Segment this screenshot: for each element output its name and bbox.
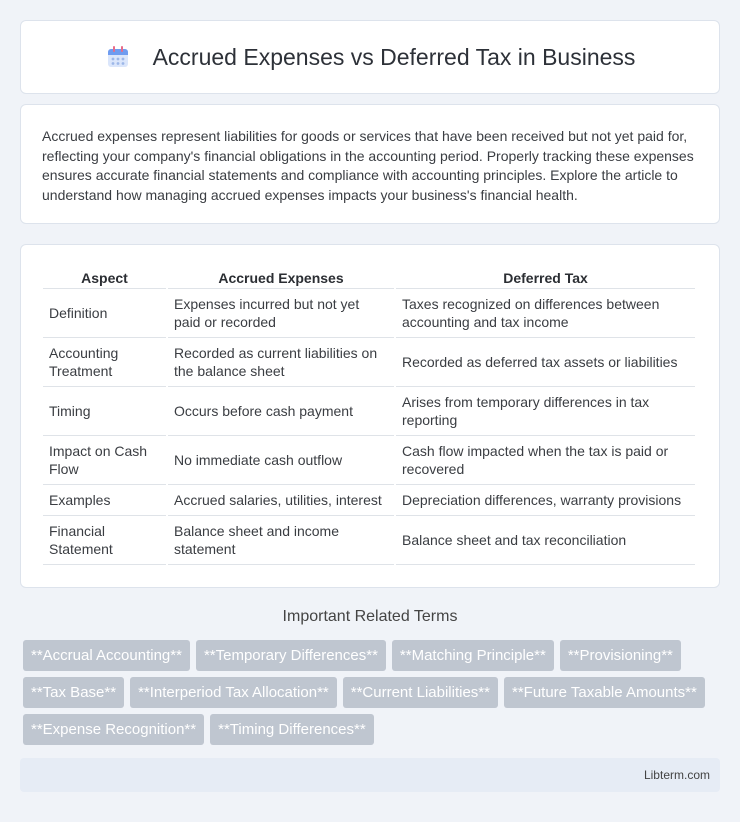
table-row xyxy=(43,289,695,338)
table-row xyxy=(43,436,695,485)
table-cell: Recorded as deferred tax assets or liabilities xyxy=(396,338,695,387)
table-row xyxy=(43,516,695,565)
tag-tax-base[interactable]: **Tax Base** xyxy=(23,677,124,708)
related-terms-tags xyxy=(23,640,723,751)
table-cell: Arises from temporary differences in tax reporting xyxy=(396,387,695,436)
column-header-accrued-expenses: Accrued Expenses xyxy=(168,265,394,289)
column-header-aspect: Aspect xyxy=(43,265,166,289)
table-cell: No immediate cash outflow xyxy=(168,436,394,485)
table-cell: Taxes recognized on differences between accounting and tax income xyxy=(396,289,695,338)
tag-accrual-accounting[interactable]: **Accrual Accounting** xyxy=(23,640,190,671)
intro-text: Accrued expenses represent liabilities for goods or services that have been received but not yet paid for, reflecting your company's financial obligations in the accounting period. Properly tracking these expenses ensures accurate financial statements and compliance with accounting principles. Explore the article to understand how managing accrued expenses impacts your business's financial health. xyxy=(42,128,694,203)
table-cell: Balance sheet and income statement xyxy=(168,516,394,565)
tag-temporary-differences[interactable]: **Temporary Differences** xyxy=(196,640,386,671)
table-cell: Cash flow impacted when the tax is paid or recovered xyxy=(396,436,695,485)
table-cell: Examples xyxy=(43,485,166,516)
table-cell: Timing xyxy=(43,387,166,436)
tag-matching-principle[interactable]: **Matching Principle** xyxy=(392,640,554,671)
table-cell: Definition xyxy=(43,289,166,338)
table-row xyxy=(43,338,695,387)
comparison-table xyxy=(41,265,697,565)
table-row xyxy=(43,387,695,436)
tag-current-liabilities[interactable]: **Current Liabilities** xyxy=(343,677,498,708)
footer-site-link[interactable]: Libterm.com xyxy=(643,768,710,782)
table-cell: Accounting Treatment xyxy=(43,338,166,387)
tag-interperiod-tax-allocation[interactable]: **Interperiod Tax Allocation** xyxy=(130,677,337,708)
header-card xyxy=(20,20,720,94)
footer xyxy=(20,758,720,792)
column-header-deferred-tax: Deferred Tax xyxy=(396,265,695,289)
table-cell: Depreciation differences, warranty provisions xyxy=(396,485,695,516)
table-cell: Accrued salaries, utilities, interest xyxy=(168,485,394,516)
tag-future-taxable-amounts[interactable]: **Future Taxable Amounts** xyxy=(504,677,705,708)
calendar-icon xyxy=(105,44,131,70)
tag-expense-recognition[interactable]: **Expense Recognition** xyxy=(23,714,204,745)
table-cell: Impact on Cash Flow xyxy=(43,436,166,485)
table-header-row xyxy=(43,265,695,289)
table-cell: Balance sheet and tax reconciliation xyxy=(396,516,695,565)
page-title: Accrued Expenses vs Deferred Tax in Business xyxy=(152,43,636,70)
tag-timing-differences[interactable]: **Timing Differences** xyxy=(210,714,374,745)
intro-card xyxy=(20,104,720,224)
table-cell: Financial Statement xyxy=(43,516,166,565)
table-cell: Expenses incurred but not yet paid or recorded xyxy=(168,289,394,338)
table-row xyxy=(43,485,695,516)
comparison-table-card xyxy=(20,244,720,588)
related-terms-title: Important Related Terms xyxy=(282,608,458,625)
tag-provisioning[interactable]: **Provisioning** xyxy=(560,640,681,671)
table-cell: Recorded as current liabilities on the balance sheet xyxy=(168,338,394,387)
table-cell: Occurs before cash payment xyxy=(168,387,394,436)
